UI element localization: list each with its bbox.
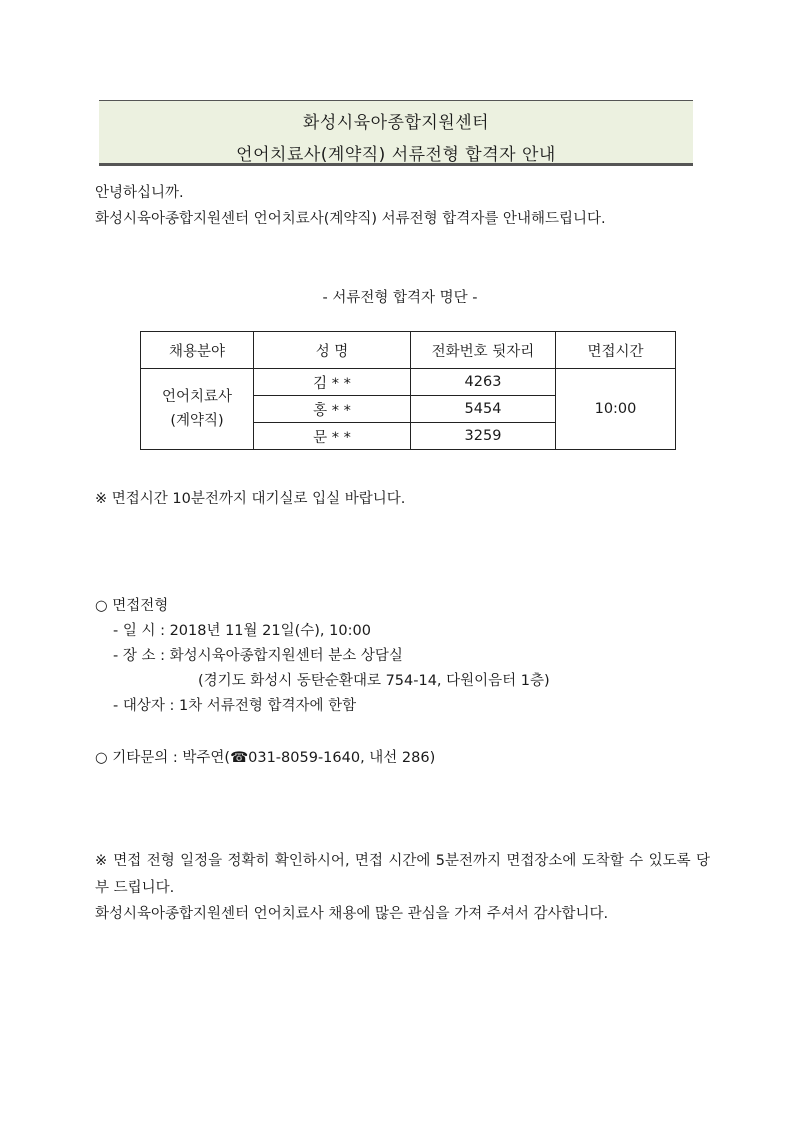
header-name: 성 명 bbox=[254, 332, 411, 369]
list-title: - 서류전형 합격자 명단 - bbox=[322, 290, 478, 306]
intro-text: 화성시육아종합지원센터 언어치료사(계약직) 서류전형 합격자를 안내해드립니다. bbox=[95, 211, 606, 227]
name-cell: 김 * * bbox=[254, 369, 411, 396]
passer-table bbox=[140, 331, 676, 450]
contact-info: ○ 기타문의 : 박주연(☎031-8059-1640, 내선 286) bbox=[95, 750, 436, 766]
header-phone: 전화번호 뒷자리 bbox=[411, 332, 556, 369]
table-row bbox=[141, 369, 676, 396]
title-box bbox=[99, 100, 693, 166]
field-cell: 언어치료사 (계약직) bbox=[141, 369, 254, 450]
time-cell: 10:00 bbox=[556, 369, 676, 450]
greeting: 안녕하십니까. bbox=[95, 185, 184, 201]
phone-cell: 5454 bbox=[411, 396, 556, 423]
closing-notice: ※ 면접 전형 일정을 정확히 확인하시어, 면접 시간에 5분전까지 면접장소에 도착할 수 있도록 당부 드립니다. bbox=[95, 853, 710, 896]
arrival-note: ※ 면접시간 10분전까지 대기실로 입실 바랍니다. bbox=[95, 491, 406, 507]
phone-cell: 4263 bbox=[411, 369, 556, 396]
interview-heading: ○ 면접전형 bbox=[95, 598, 169, 614]
phone-cell: 3259 bbox=[411, 423, 556, 450]
table-header-row bbox=[141, 332, 676, 369]
header-time: 면접시간 bbox=[556, 332, 676, 369]
interview-date: - 일 시 : 2018년 11월 21일(수), 10:00 bbox=[113, 623, 371, 639]
interview-target: - 대상자 : 1차 서류전형 합격자에 한함 bbox=[113, 698, 357, 714]
announcement-title: 언어치료사(계약직) 서류전형 합격자 안내 bbox=[236, 145, 556, 165]
header-field: 채용분야 bbox=[141, 332, 254, 369]
closing-thanks: 화성시육아종합지원센터 언어치료사 채용에 많은 관심을 가져 주셔서 감사합니다. bbox=[95, 906, 609, 922]
name-cell: 문 * * bbox=[254, 423, 411, 450]
interview-place: - 장 소 : 화성시육아종합지원센터 분소 상담실 bbox=[113, 648, 403, 664]
interview-address: (경기도 화성시 동탄순환대로 754-14, 다원이음터 1층) bbox=[198, 673, 550, 689]
center-name-title: 화성시육아종합지원센터 bbox=[302, 113, 490, 133]
name-cell: 홍 * * bbox=[254, 396, 411, 423]
